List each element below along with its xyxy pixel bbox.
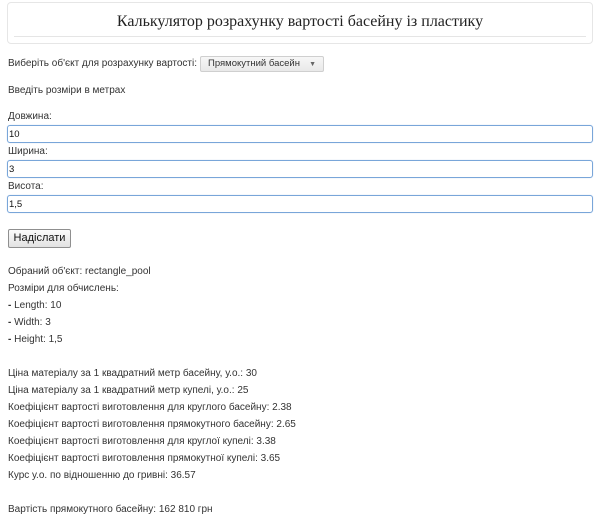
result-price-font: Ціна матеріалу за 1 квадратний метр купелі, у.о.: 25 [8, 385, 249, 396]
object-select-row [8, 55, 324, 73]
result-height [8, 334, 63, 346]
width-dash: - [8, 317, 12, 328]
units-hint: Введіть розміри в метрах [8, 85, 126, 96]
submit-button[interactable]: Надіслати [8, 229, 71, 248]
page-title: Калькулятор розрахунку вартості басейну із пластику [116, 13, 484, 30]
result-coef-round-pool: Коефіцієнт вартості виготовлення для круглого басейну: 2.38 [8, 402, 292, 413]
length-dash: - [8, 300, 12, 311]
result-price-pool: Ціна матеріалу за 1 квадратний метр басейну, у.о.: 30 [8, 368, 257, 379]
height-label: Висота: [8, 181, 44, 192]
result-selected-object: Обраний об'єкт: rectangle_pool [8, 266, 151, 277]
result-coef-round-font: Коефіцієнт вартості виготовлення для круглої купелі: 3.38 [8, 436, 276, 447]
result-height-text: Height: 1,5 [11, 334, 63, 345]
header-card [7, 2, 593, 44]
result-width [8, 317, 51, 329]
result-length [8, 300, 61, 312]
width-input[interactable] [7, 160, 593, 178]
result-coef-rect-pool: Коефіцієнт вартості виготовлення прямокутного басейну: 2.65 [8, 419, 296, 430]
height-dash: - [8, 334, 12, 345]
height-input[interactable] [7, 195, 593, 213]
result-length-text: Length: 10 [11, 300, 62, 311]
length-label: Довжина: [8, 111, 52, 122]
result-coef-rect-font: Коефіцієнт вартості виготовлення прямокутної купелі: 3.65 [8, 453, 281, 464]
result-width-text: Width: 3 [11, 317, 51, 328]
object-select[interactable] [200, 56, 324, 72]
result-total: Вартість прямокутного басейну: 162 810 грн [8, 504, 213, 515]
result-dims-title: Розміри для обчислень: [8, 283, 119, 294]
chevron-down-icon: ▼ [309, 61, 317, 68]
header-divider [14, 36, 586, 37]
width-label: Ширина: [8, 146, 48, 157]
object-select-label: Виберіть об'єкт для розрахунку вартості: [8, 58, 198, 69]
result-rate: Курс у.о. по відношенню до гривні: 36.57 [8, 470, 196, 481]
length-input[interactable] [7, 125, 593, 143]
object-select-value: Прямокутний басейн [208, 58, 300, 69]
